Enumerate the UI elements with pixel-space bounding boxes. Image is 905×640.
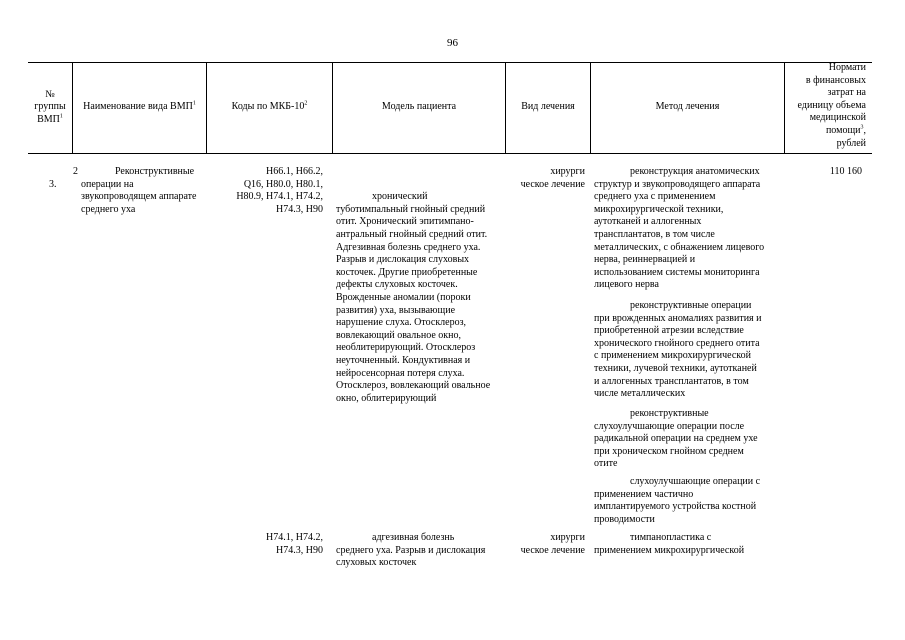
treatment-type-2: хирурги ческое лечение [520, 532, 585, 556]
icd-codes-1: H66.1, H66.2, Q16, H80.0, H80.1, H80.9, H74.1, H74.2, H74.3, H90 [236, 166, 323, 215]
header-icd-codes: Коды по МКБ-$10^2$ [231, 100, 308, 113]
method-1-2: реконструктивные операции при врожденных аномалиях развития и приобретенной атрезии вследствие хронического гнойного среднего отита с применением микрохирургической техники, лучевой техники, аутотканей и аллогенных трансплантатов, в том числе металлических [594, 300, 762, 400]
page-number: 96 [447, 37, 458, 49]
method-2-1: тимпанопластика с применением микрохирургической [594, 532, 745, 556]
icd-codes-2: H74.1, H74.2, H74.3, H90 [266, 532, 323, 556]
method-1-1: реконструкция анатомических структур и звукопроводящего аппарата среднего уха с применением микрохирургической техники, аутотканей и аллогенных трансплантатов, в том числе металлических, с обнажением лицевого нерва, реиннервацией и использованием системы мониторинга лицевого нерва [594, 166, 765, 291]
row-number-b: 3. [49, 179, 57, 190]
patient-model-1: хронический туботимпальный гнойный средний отит. Хронический эпитимпано- антральный гнойный средний отит. Адгезивная болезнь среднего уха. Разрыв и дислокация слуховых косточек. Другие приобретенные дефекты слуховых косточек. Врожденные аномалии (пороки развития) уха, вызывающие нарушение слуха. Отосклероз, вовлекающий овальное окно, необлитерирующий. Отосклероз неуточненный. Кондуктивная и нейросенсорная потеря слуха. Отосклероз, вовлекающий овальное окно, облитерирующий [336, 191, 491, 404]
method-1-3: реконструктивные слухоулучшающие операции после радикальной операции на среднем ухе при хроническом гнойном среднем отите [594, 408, 758, 470]
row-number-a: 2 [73, 166, 78, 177]
patient-model-2: адгезивная болезнь среднего уха. Разрыв и дислокация слуховых косточек [336, 532, 486, 569]
header-bottom-rule [28, 153, 872, 154]
vmp-name: Реконструктивные операции на звукопроводящем аппарате среднего уха [81, 166, 197, 215]
header-cost-norm: Нормати в финансовых затрат на единицу объема медицинской помощи$^3$, рублей [797, 62, 866, 149]
treatment-type-1: хирурги ческое лечение [520, 166, 585, 190]
header-treatment-type: Вид лечения [521, 101, 575, 113]
cost-amount: 110 160 [829, 166, 862, 177]
header-treatment-method: Метод лечения [655, 101, 720, 113]
method-1-4: слухоулучшающие операции с применением частично имплантируемого устройства костной проводимости [594, 476, 761, 525]
header-patient-model: Модель пациента [381, 101, 457, 113]
header-group-number: № группы ВМП$^1$ [34, 88, 66, 125]
header-vmp-name: Наименование вида ВМП$^1$ [83, 100, 196, 113]
